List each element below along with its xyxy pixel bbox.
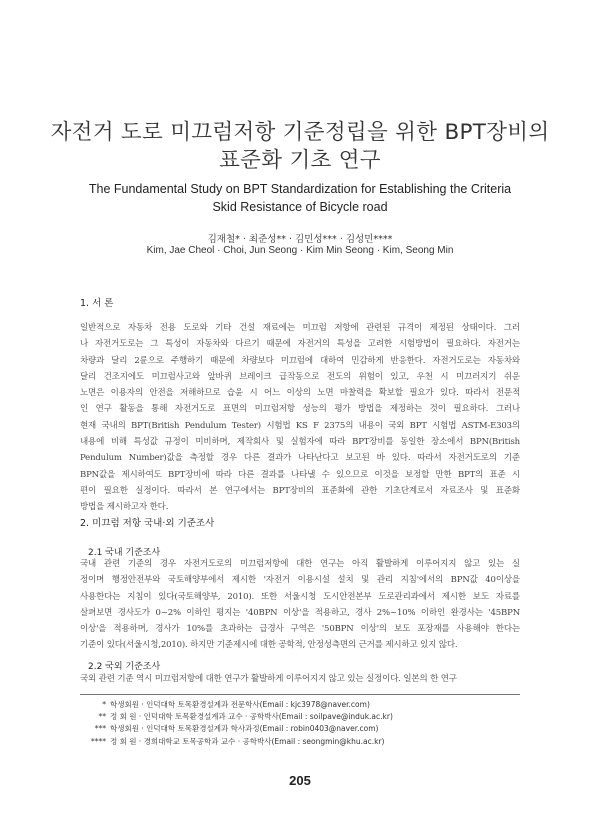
paragraph-line: BPN값을 제시하여도 BPT장비에 따라 다른 결과를 나타낼 수 있으므로 이것을 보정할 만한 BPT의 표준 시 [80,469,520,480]
footnote-mark: **** [91,736,106,746]
footnote [80,736,520,748]
paragraph-line: 살펴보면 경사도가 0~2% 이하인 평지는 '40BPN 이상'을 적용하고, 경사 2%~10% 이하인 완경사는 '45BPN [80,607,520,618]
paragraph-line: 인 연구 활동을 통해 자전거도로 표면의 미끄럼저항 성능의 평가 방법을 제정하는 것이 필요하다. 그러나 [80,404,520,415]
paragraph-line: 이상'을 적용하며, 경사가 10%를 초과하는 급경사 구역은 '50BPN 이상'의 보도 포장재를 사용해야 한다는 [80,624,520,635]
footnote-text: 정 회 원 · 인덕대학 토목환경설계과 교수 · 공학박사(Email : soilpave@induk.ac.kr) [110,712,393,722]
footnote [80,723,520,735]
footnote-mark: ** [98,712,106,722]
paragraph-line: 일반적으로 자동차 전용 도로와 기타 건설 재료에는 미끄럼 저항에 관련된 규격이 제정된 상태이다. 그러 [80,323,520,333]
paragraph-line: 국내 관련 기준의 경우 자전거도로의 미끄럼저항에 대한 연구는 아직 활발하게 이루어지지 않고 있는 실 [80,559,520,569]
footnote-text: 정 회 원 · 경희대학교 토목공학과 교수 · 공학박사(Email : seongmin@khu.ac.kr) [110,736,385,746]
section-2-heading: 2. 미끄럼 저항 국내·외 기준조사 [80,518,215,529]
footnotes [80,699,520,748]
paragraph-line: 현재 국내의 BPT(British Pendulum Tester) 시험법 KS F 2375의 내용이 국외 BPT 시험법 ASTM-E303의 [80,420,520,431]
korean-title-line-1: 자전거 도로 미끄럼저항 기준정립을 위한 BPT장비의 [50,120,550,145]
section-2-1-heading: 2.1 국내 기준조사 [88,548,161,558]
korean-title-line-2: 표준화 기초 연구 [219,148,381,173]
footnote-mark: * [102,700,106,709]
paragraph-line: 사용한다는 지침이 있다(국토해양부, 2010). 또한 서울시청 도시안전본부 도로관리과에서 제시한 보도 자료를 [80,591,520,602]
paragraph-line: 정이며 행정안전부와 국토해양부에서 제시한 '자전거 이용시설 설치 및 관리 지침'에서의 BPN값 40이상을 [80,575,520,586]
english-title-line-2: Skid Resistance of Bicycle road [212,200,388,214]
footnote-text: 학생회원 · 인덕대학 토목환경설계과 학사과정(Email : robin0403@naver.com) [110,724,379,734]
paragraph-line: 나 자전거도로는 그 특성이 자동차와 다르기 때문에 자전거의 특성을 고려한 시험방법이 필요하다. 자전거는 [80,339,520,350]
english-title-line-1: The Fundamental Study on BPT Standardization for Establishing the Criteria [88,182,512,196]
footnote-text: 학생회원 · 인덕대학 토목환경설계과 전문학사(Email : kjc3978@naver.com) [110,700,370,709]
section-2-2-heading: 2.2 국외 기준조사 [88,662,161,672]
paragraph-line: 기준이 있다(서울시청,2010). 하지만 기준제시에 대한 공학적, 안정성측면의 근거를 제시하고 있지 않다. [80,640,458,651]
authors-english: Kim, Jae Cheol · Choi, Jun Seong · Kim Min Seong · Kim, Seong Min [146,245,454,256]
section-1-heading: 1. 서 론 [80,298,114,309]
footnote [80,711,520,723]
authors-korean: 김재철* · 최준성** · 김민성*** · 김성민**** [207,234,393,245]
section-1-paragraph [80,320,520,516]
paragraph-line: 차량과 달리 2륜으로 주행하기 때문에 차량보다 미끄럼에 대하여 민감하게 반응한다. 자전거도로는 자동차와 [80,355,520,366]
paragraph-line: 국외 관련 기준 역시 미끄럼저항에 대한 연구가 활발하게 이루어지지 않고 있는 실정이다. 일본의 한 연구 [80,674,457,684]
footnote-mark: *** [94,724,106,734]
paragraph-line: 노면은 이용자의 안전을 저해하므로 습윤 시 어느 이상의 노면 마찰력을 확보할 필요가 있다. 따라서 전문적 [80,388,520,399]
paragraph-line: 내용에 비해 특성값 규정이 미비하며, 제작회사 및 실험자에 따라 BPT장비를 동일한 장소에서 BPN(British [80,437,520,448]
paragraph-line: 편이 필요한 실정이다. 따라서 본 연구에서는 BPT장비의 표준화에 관한 기초단계로서 자료조사 및 표준화 [80,485,520,496]
footnote-divider [80,694,520,695]
page-number: 205 [289,773,311,788]
section-2-1-paragraph [80,556,520,654]
section-2-2-paragraph [80,671,520,687]
paragraph-line: 방법을 제시하고자 한다. [80,502,169,513]
paragraph-line: Pendulum Number)값을 측정할 경우 다른 결과가 나타난다고 보고된 바 있다. 따라서 자전거도로의 기준 [80,453,520,464]
footnote [80,699,520,711]
paragraph-line: 달리 건조지에도 미끄럼사고와 앞바퀴 브레이크 급작동으로 전도의 위험이 있고, 우천 시 미끄러지기 쉬운 [80,371,520,382]
